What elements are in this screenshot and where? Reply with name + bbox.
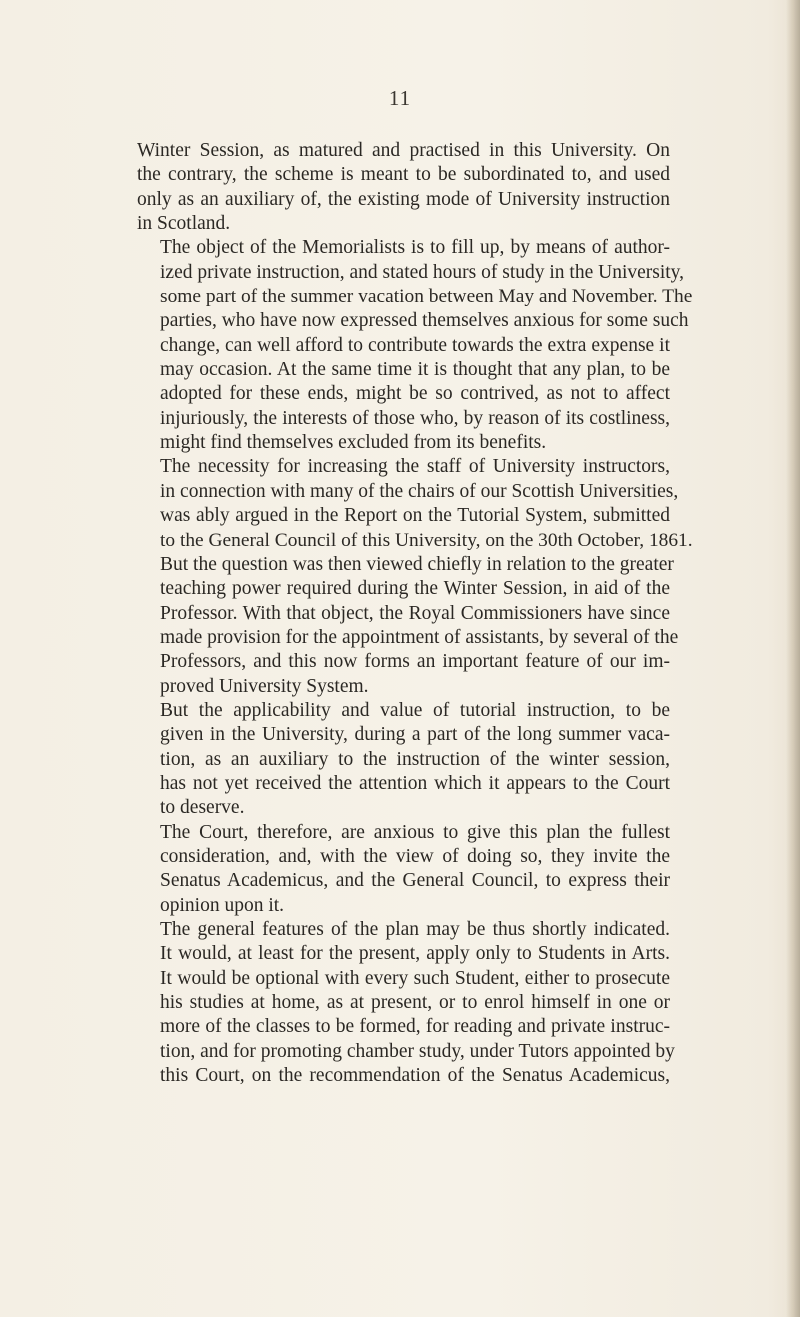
text-line: given in the University, during a part of the long summer vaca-: [160, 724, 670, 746]
text-line: It would be optional with every such Student, either to prosecute: [160, 967, 670, 989]
paragraph: [137, 139, 670, 236]
text-line: opinion upon it.: [160, 894, 285, 916]
page-number: 11: [388, 86, 412, 110]
paragraph: [137, 699, 670, 821]
text-line: may occasion. At the same time it is thought that any plan, to be: [160, 359, 670, 381]
text-line: to deserve.: [160, 797, 245, 819]
text-line: to the General Council of this University, on the 30th October, 1861.: [160, 529, 693, 551]
text-line: The Court, therefore, are anxious to give this plan the fullest: [160, 821, 670, 843]
text-line: some part of the summer vacation between May and November. The: [160, 286, 693, 308]
page-edge-shadow: [786, 0, 800, 1317]
text-line: The object of the Memorialists is to fill up, by means of author-: [160, 237, 670, 259]
text-line: Senatus Academicus, and the General Council, to express their: [160, 870, 670, 892]
text-line: But the question was then viewed chiefly in relation to the greater: [160, 553, 674, 575]
text-line: this Court, on the recommendation of the Senatus Academicus,: [160, 1065, 670, 1087]
text-line: consideration, and, with the view of doing so, they invite the: [160, 845, 670, 867]
text-line: has not yet received the attention which it appears to the Court: [160, 772, 670, 794]
text-line: Winter Session, as matured and practised in this University. On: [137, 140, 670, 161]
text-line: tion, and for promoting chamber study, under Tutors appointed by: [160, 1040, 675, 1062]
text-line: more of the classes to be formed, for reading and private instruc-: [160, 1016, 670, 1038]
text-line: tion, as an auxiliary to the instruction of the winter session,: [160, 748, 670, 770]
text-line: Professors, and this now forms an important feature of our im-: [160, 651, 670, 673]
text-line: The general features of the plan may be thus shortly indicated.: [160, 919, 670, 940]
text-line: Professor. With that object, the Royal Commissioners have since: [160, 602, 670, 624]
text-line: The necessity for increasing the staff of University instructors,: [160, 456, 670, 478]
text-line: only as an auxiliary of, the existing mode of University instruction: [137, 188, 670, 210]
body-text: [137, 139, 693, 1088]
text-line: in Scotland.: [137, 213, 231, 235]
paragraph: [137, 455, 693, 698]
text-line: made provision for the appointment of assistants, by several of the: [160, 626, 679, 648]
text-line: But the applicability and value of tutorial instruction, to be: [160, 699, 670, 721]
text-line: his studies at home, as at present, or to enrol himself in one or: [160, 992, 670, 1014]
paragraph: [137, 236, 693, 455]
text-line: teaching power required during the Winter Session, in aid of the: [160, 578, 670, 600]
paragraph: [137, 918, 675, 1088]
text-line: ized private instruction, and stated hours of study in the University,: [160, 261, 685, 283]
text-line: injuriously, the interests of those who, by reason of its costliness,: [160, 407, 670, 429]
text-line: proved University System.: [160, 675, 369, 697]
text-line: might find themselves excluded from its benefits.: [160, 432, 547, 454]
text-line: change, can well afford to contribute towards the extra expense it: [160, 334, 670, 356]
text-line: the contrary, the scheme is meant to be subordinated to, and used: [137, 164, 670, 186]
text-line: It would, at least for the present, apply only to Students in Arts.: [160, 943, 670, 965]
text-line: in connection with many of the chairs of our Scottish Universities,: [160, 480, 679, 502]
text-line: adopted for these ends, might be so contrived, as not to affect: [160, 383, 670, 405]
text-line: was ably argued in the Report on the Tutorial System, submitted: [160, 505, 670, 527]
text-line: parties, who have now expressed themselves anxious for some such: [160, 310, 689, 332]
paragraph: [137, 821, 670, 918]
